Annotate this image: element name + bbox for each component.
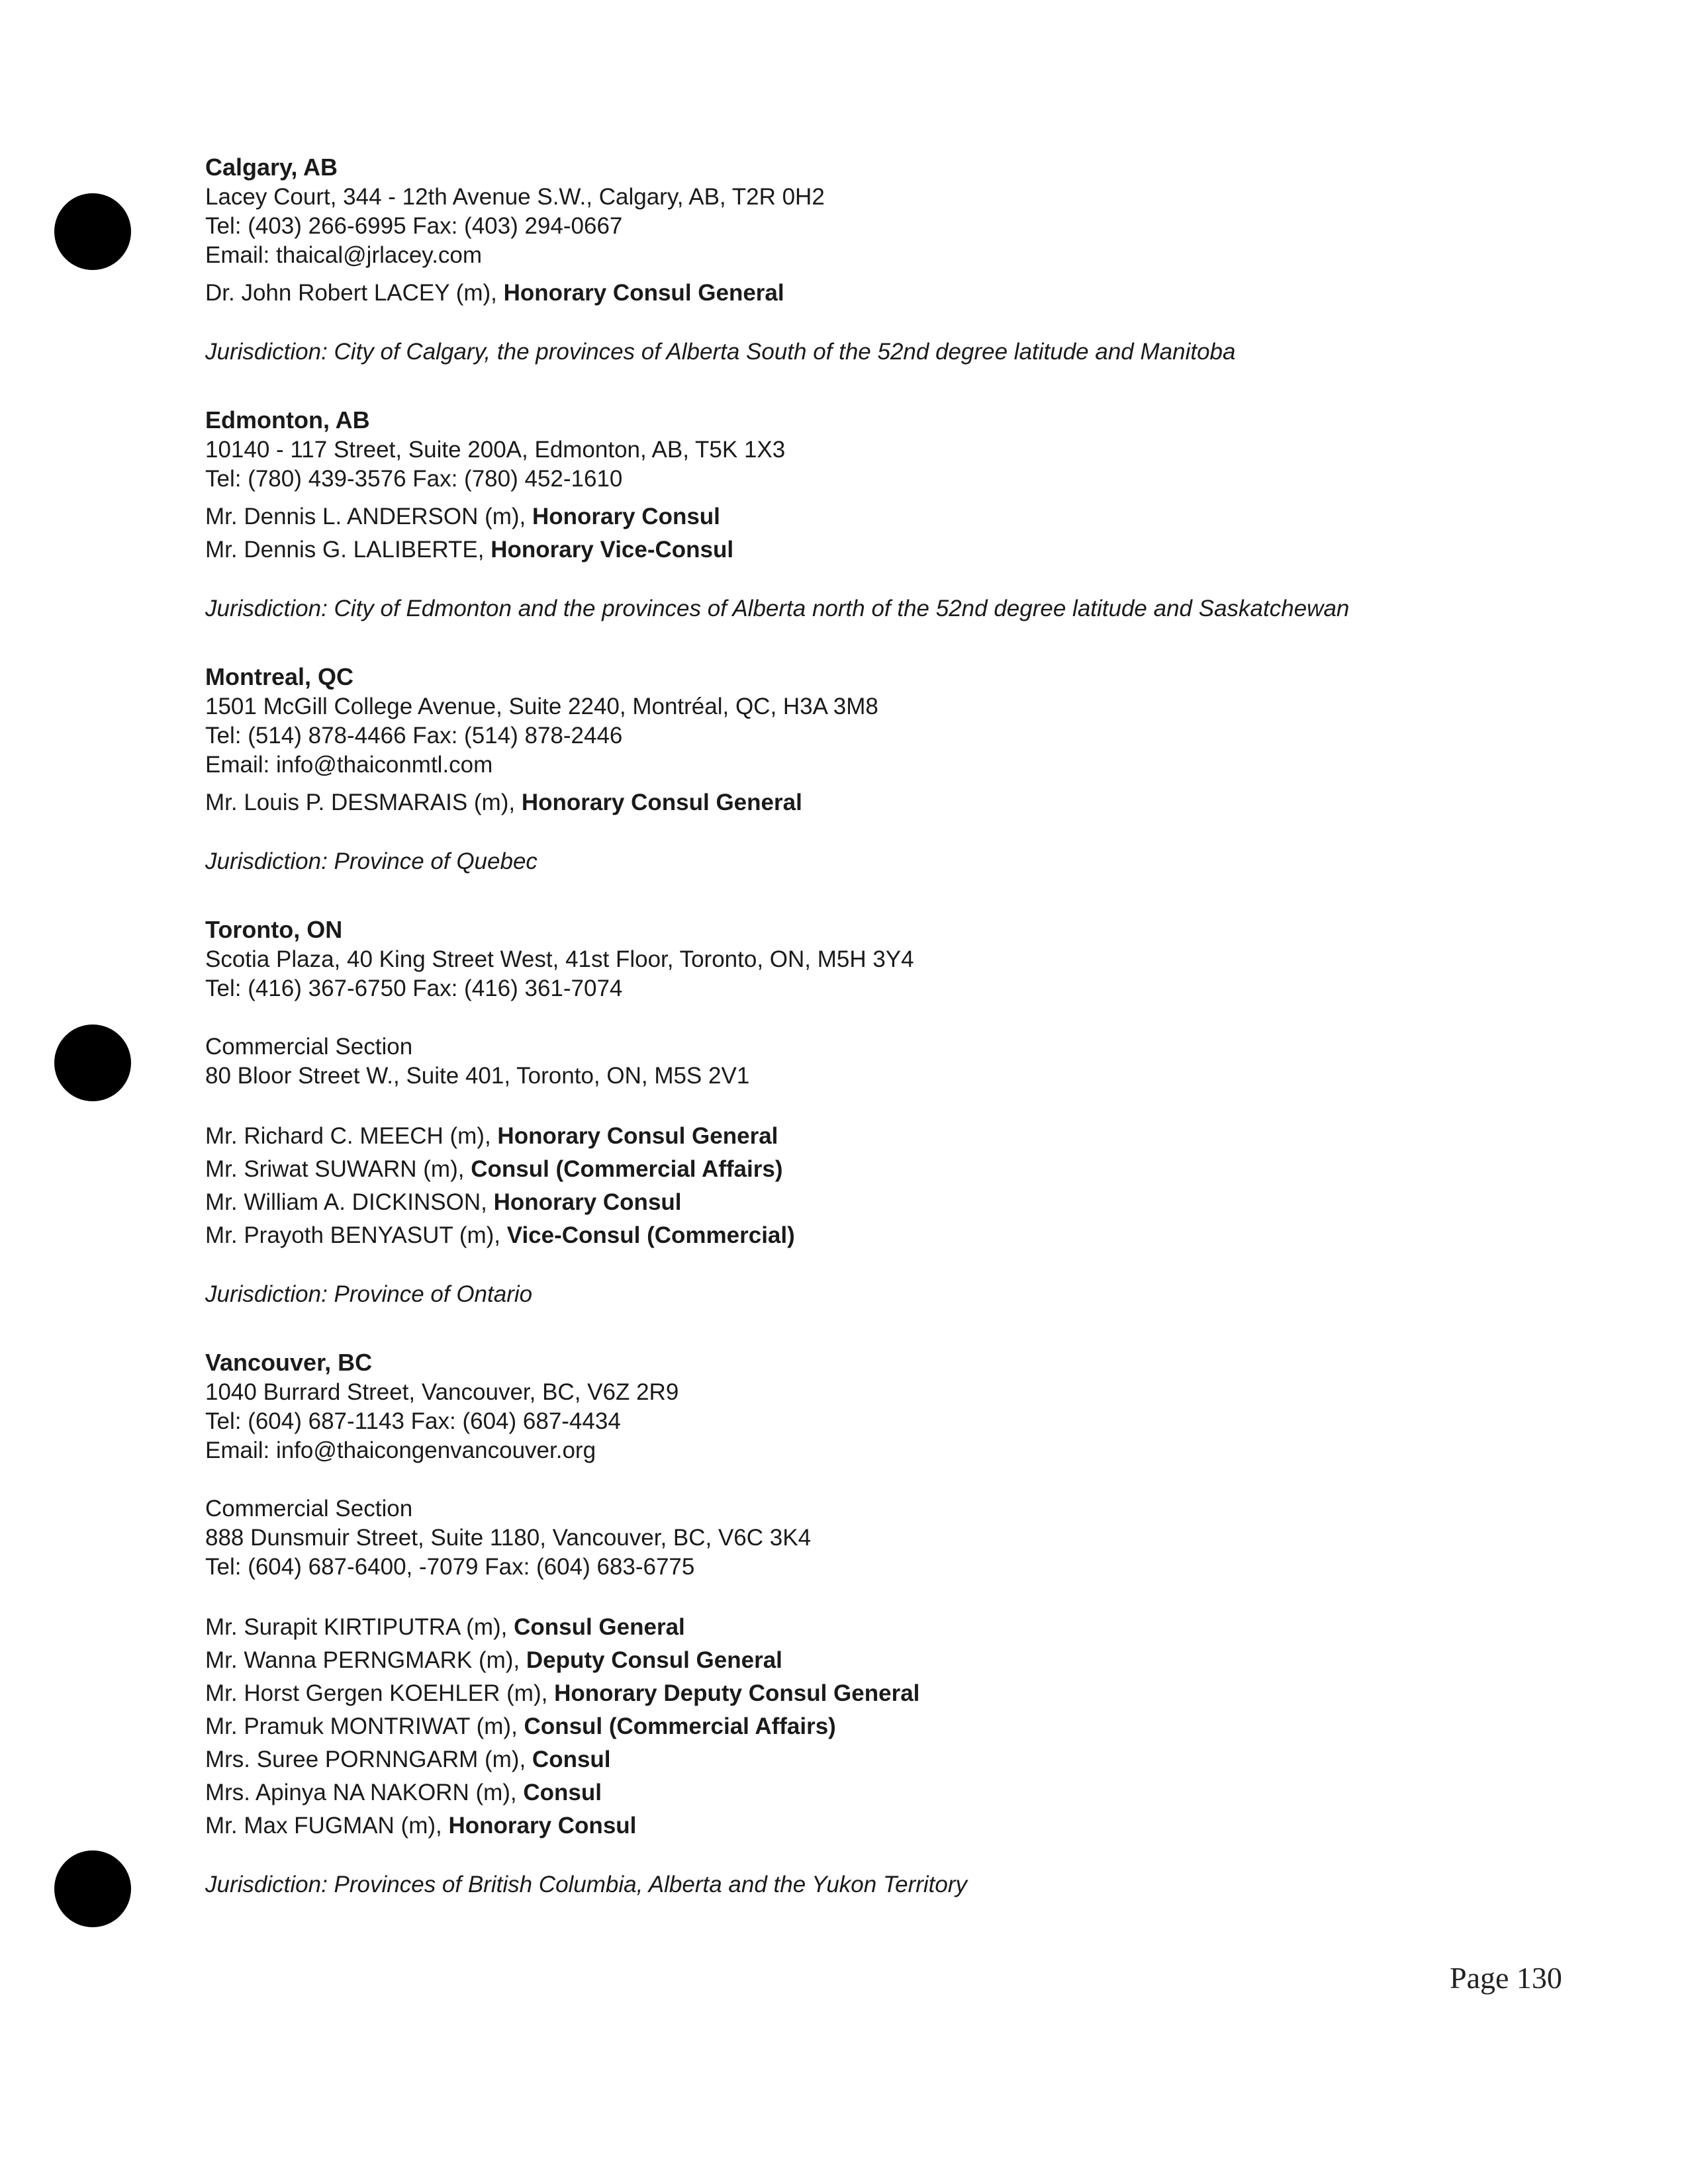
email-line: Email: info@thaicongenvancouver.org [205, 1437, 596, 1463]
staff-name: Mrs. Apinya NA NAKORN (m), [205, 1780, 524, 1805]
consulate-listing [205, 152, 1595, 1899]
staff-list [205, 277, 1595, 310]
staff-name: Mr. Dennis L. ANDERSON (m), [205, 504, 532, 529]
phone-line: Tel: (403) 266-6995 Fax: (403) 294-0667 [205, 213, 623, 239]
office-montreal [205, 662, 1595, 876]
phone-line: Tel: (416) 367-6750 Fax: (416) 361-7074 [205, 976, 623, 1001]
staff-role: Consul [523, 1780, 602, 1805]
staff-name: Mr. William A. DICKINSON, [205, 1189, 494, 1215]
staff-name: Mr. Horst Gergen KOEHLER (m), [205, 1680, 555, 1706]
office-title: Edmonton, AB [205, 406, 370, 433]
staff-name: Mr. Surapit KIRTIPUTRA (m), [205, 1614, 514, 1640]
phone-line: Tel: (604) 687-1143 Fax: (604) 687-4434 [205, 1408, 621, 1434]
staff-entry [205, 1120, 1595, 1153]
staff-entry [205, 1710, 1595, 1743]
jurisdiction: Jurisdiction: Province of Ontario [205, 1281, 533, 1307]
address-line: Lacey Court, 344 - 12th Avenue S.W., Calgary, AB, T2R 0H2 [205, 184, 825, 210]
staff-role: Honorary Consul General [503, 280, 784, 306]
staff-role: Honorary Consul [532, 504, 720, 529]
section-heading: Commercial Section [205, 1034, 413, 1060]
address-line: 1501 McGill College Avenue, Suite 2240, Montréal, QC, H3A 3M8 [205, 694, 878, 719]
staff-role: Consul General [514, 1614, 685, 1640]
jurisdiction: Jurisdiction: City of Edmonton and the provinces of Alberta north of the 52nd degree latitude and Saskatchewan [205, 596, 1350, 621]
staff-name: Mr. Pramuk MONTRIWAT (m), [205, 1713, 524, 1739]
staff-role: Honorary Consul [493, 1189, 682, 1215]
staff-entry [205, 786, 1595, 819]
office-title: Toronto, ON [205, 916, 343, 943]
staff-entry [205, 1186, 1595, 1219]
staff-name: Dr. John Robert LACEY (m), [205, 280, 504, 306]
phone-line: Tel: (604) 687-6400, -7079 Fax: (604) 683-6775 [205, 1554, 695, 1580]
staff-name: Mr. Prayoth BENYASUT (m), [205, 1222, 507, 1248]
staff-entry [205, 533, 1595, 567]
email-line: Email: info@thaiconmtl.com [205, 752, 493, 778]
staff-name: Mr. Sriwat SUWARN (m), [205, 1156, 471, 1182]
staff-list [205, 786, 1595, 819]
staff-role: Consul [532, 1747, 611, 1772]
staff-role: Honorary Deputy Consul General [554, 1680, 920, 1706]
address-line: 888 Dunsmuir Street, Suite 1180, Vancouver, BC, V6C 3K4 [205, 1525, 812, 1551]
jurisdiction: Jurisdiction: Provinces of British Columbia, Alberta and the Yukon Territory [205, 1872, 968, 1897]
staff-role: Consul (Commercial Affairs) [471, 1156, 783, 1182]
office-toronto [205, 915, 1595, 1309]
staff-role: Honorary Consul General [521, 790, 802, 815]
staff-entry [205, 1611, 1595, 1644]
staff-entry [205, 1677, 1595, 1710]
staff-name: Mr. Richard C. MEECH (m), [205, 1123, 498, 1149]
email-line: Email: thaical@jrlacey.com [205, 242, 483, 268]
staff-entry [205, 1219, 1595, 1252]
section-heading: Commercial Section [205, 1496, 413, 1522]
office-title: Calgary, AB [205, 154, 338, 181]
jurisdiction: Jurisdiction: Province of Quebec [205, 848, 538, 874]
office-edmonton [205, 405, 1595, 623]
office-title: Montreal, QC [205, 663, 354, 690]
staff-role: Deputy Consul General [526, 1647, 782, 1673]
commercial-section [205, 1032, 1595, 1091]
address-line: Scotia Plaza, 40 King Street West, 41st Floor, Toronto, ON, M5H 3Y4 [205, 946, 914, 972]
staff-entry [205, 1776, 1595, 1809]
office-calgary [205, 152, 1595, 367]
staff-name: Mrs. Suree PORNNGARM (m), [205, 1747, 532, 1772]
staff-name: Mr. Louis P. DESMARAIS (m), [205, 790, 522, 815]
staff-name: Mr. Wanna PERNGMARK (m), [205, 1647, 526, 1673]
staff-role: Vice-Consul (Commercial) [506, 1222, 795, 1248]
staff-name: Mr. Max FUGMAN (m), [205, 1813, 449, 1839]
address-line: 80 Bloor Street W., Suite 401, Toronto, ON, M5S 2V1 [205, 1063, 750, 1089]
jurisdiction: Jurisdiction: City of Calgary, the provinces of Alberta South of the 52nd degree latitude and Manitoba [205, 339, 1236, 365]
office-vancouver [205, 1347, 1595, 1899]
staff-entry [205, 1153, 1595, 1186]
staff-list [205, 1611, 1595, 1843]
staff-entry [205, 500, 1595, 533]
staff-entry [205, 277, 1595, 310]
binder-hole [54, 1850, 131, 1927]
binder-hole [54, 193, 131, 270]
staff-role: Consul (Commercial Affairs) [524, 1713, 836, 1739]
office-title: Vancouver, BC [205, 1349, 373, 1376]
staff-role: Honorary Vice-Consul [491, 537, 734, 563]
commercial-section [205, 1494, 1595, 1582]
staff-list [205, 1120, 1595, 1252]
phone-line: Tel: (780) 439-3576 Fax: (780) 452-1610 [205, 466, 623, 492]
page-number: Page 130 [1450, 1961, 1562, 1995]
staff-name: Mr. Dennis G. LALIBERTE, [205, 537, 491, 563]
address-line: 1040 Burrard Street, Vancouver, BC, V6Z 2R9 [205, 1379, 679, 1405]
phone-line: Tel: (514) 878-4466 Fax: (514) 878-2446 [205, 723, 623, 749]
staff-entry [205, 1809, 1595, 1843]
staff-list [205, 500, 1595, 567]
address-line: 10140 - 117 Street, Suite 200A, Edmonton, AB, T5K 1X3 [205, 437, 786, 463]
staff-entry [205, 1644, 1595, 1677]
binder-hole [54, 1024, 131, 1101]
staff-entry [205, 1743, 1595, 1776]
staff-role: Honorary Consul General [497, 1123, 778, 1149]
staff-role: Honorary Consul [448, 1813, 637, 1839]
